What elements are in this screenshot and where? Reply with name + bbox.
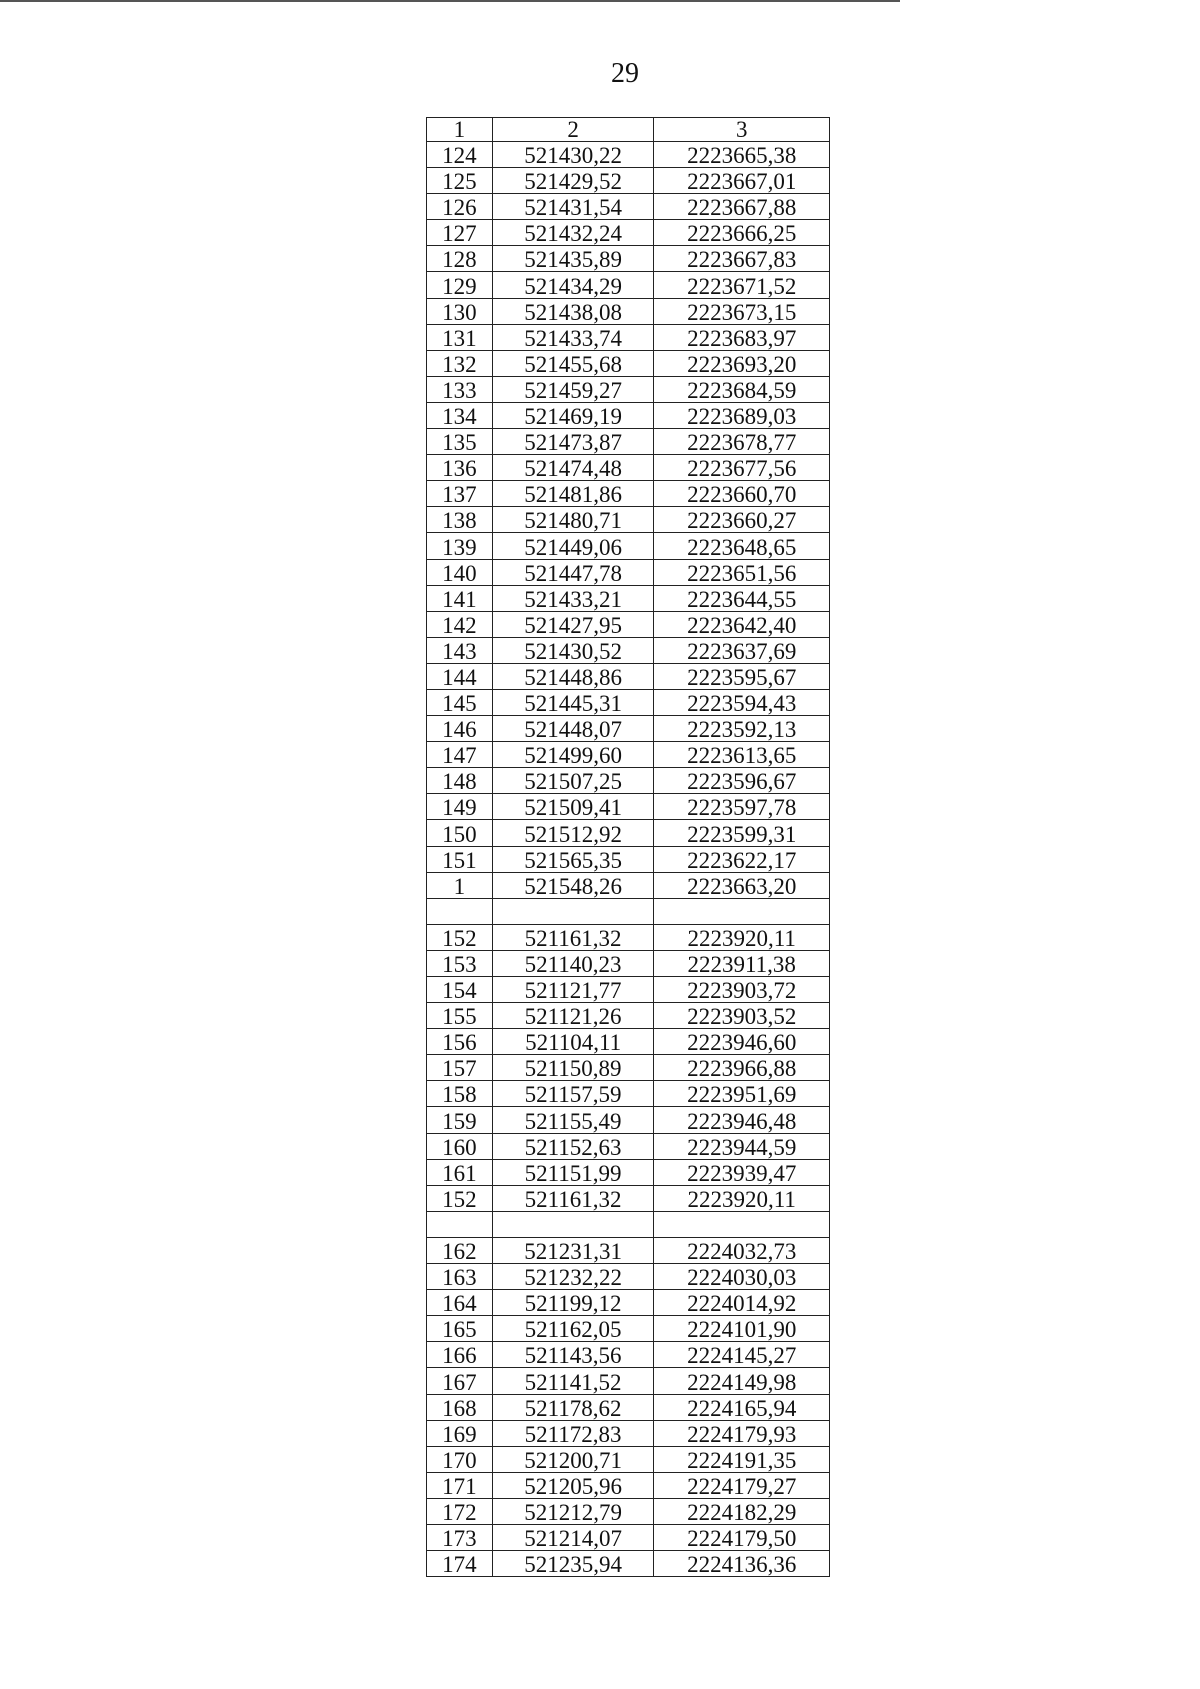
point-number-cell: 137 bbox=[427, 481, 493, 507]
x-coordinate-cell: 521430,52 bbox=[492, 637, 654, 663]
point-number-cell: 149 bbox=[427, 794, 493, 820]
header-cell-point: 1 bbox=[427, 118, 493, 142]
table-row bbox=[427, 1185, 830, 1211]
y-coordinate-cell: 2223684,59 bbox=[654, 376, 830, 402]
y-coordinate-cell: 2224101,90 bbox=[654, 1316, 830, 1342]
point-number-cell: 156 bbox=[427, 1029, 493, 1055]
x-coordinate-cell: 521447,78 bbox=[492, 559, 654, 585]
point-number-cell: 140 bbox=[427, 559, 493, 585]
x-coordinate-cell: 521445,31 bbox=[492, 689, 654, 715]
x-coordinate-cell: 521481,86 bbox=[492, 481, 654, 507]
x-coordinate-cell: 521150,89 bbox=[492, 1055, 654, 1081]
point-number-cell: 160 bbox=[427, 1133, 493, 1159]
table-row bbox=[427, 1237, 830, 1263]
table-row bbox=[427, 742, 830, 768]
point-number-cell: 130 bbox=[427, 298, 493, 324]
point-number-cell: 164 bbox=[427, 1290, 493, 1316]
point-number-cell: 161 bbox=[427, 1159, 493, 1185]
y-coordinate-cell: 2223677,56 bbox=[654, 455, 830, 481]
table-row bbox=[427, 272, 830, 298]
y-coordinate-cell: 2224030,03 bbox=[654, 1264, 830, 1290]
x-coordinate-cell: 521162,05 bbox=[492, 1316, 654, 1342]
table-row bbox=[427, 1420, 830, 1446]
point-number-cell: 163 bbox=[427, 1264, 493, 1290]
point-number-cell: 132 bbox=[427, 350, 493, 376]
point-number-cell: 126 bbox=[427, 194, 493, 220]
y-coordinate-cell: 2223595,67 bbox=[654, 663, 830, 689]
table-separator-row bbox=[427, 1211, 830, 1237]
table-row bbox=[427, 768, 830, 794]
x-coordinate-cell: 521178,62 bbox=[492, 1394, 654, 1420]
point-number-cell: 174 bbox=[427, 1551, 493, 1577]
table-row bbox=[427, 977, 830, 1003]
x-coordinate-cell: 521141,52 bbox=[492, 1368, 654, 1394]
point-number-cell: 159 bbox=[427, 1107, 493, 1133]
table-row bbox=[427, 455, 830, 481]
y-coordinate-cell: 2223946,48 bbox=[654, 1107, 830, 1133]
x-coordinate-cell: 521469,19 bbox=[492, 402, 654, 428]
table-row bbox=[427, 1107, 830, 1133]
x-coordinate-cell: 521473,87 bbox=[492, 429, 654, 455]
table-row bbox=[427, 1394, 830, 1420]
table-row bbox=[427, 1368, 830, 1394]
table-row bbox=[427, 1446, 830, 1472]
x-coordinate-cell: 521200,71 bbox=[492, 1446, 654, 1472]
table-row bbox=[427, 924, 830, 950]
table-row bbox=[427, 1290, 830, 1316]
table-row bbox=[427, 1264, 830, 1290]
x-coordinate-cell: 521151,99 bbox=[492, 1159, 654, 1185]
table-row bbox=[427, 1029, 830, 1055]
y-coordinate-cell: 2223660,70 bbox=[654, 481, 830, 507]
table-row bbox=[427, 402, 830, 428]
table-row bbox=[427, 1133, 830, 1159]
table-row bbox=[427, 663, 830, 689]
point-number-cell: 131 bbox=[427, 324, 493, 350]
x-coordinate-cell: 521214,07 bbox=[492, 1524, 654, 1550]
table-row bbox=[427, 429, 830, 455]
x-coordinate-cell: 521448,07 bbox=[492, 716, 654, 742]
x-coordinate-cell: 521512,92 bbox=[492, 820, 654, 846]
point-number-cell: 135 bbox=[427, 429, 493, 455]
point-number-cell: 150 bbox=[427, 820, 493, 846]
table-row bbox=[427, 507, 830, 533]
point-number-cell: 151 bbox=[427, 846, 493, 872]
table-row bbox=[427, 716, 830, 742]
scan-edge-line bbox=[0, 0, 900, 2]
point-number-cell: 138 bbox=[427, 507, 493, 533]
table-row bbox=[427, 950, 830, 976]
y-coordinate-cell: 2223592,13 bbox=[654, 716, 830, 742]
table-row bbox=[427, 794, 830, 820]
y-coordinate-cell: 2224014,92 bbox=[654, 1290, 830, 1316]
point-number-cell: 129 bbox=[427, 272, 493, 298]
x-coordinate-cell: 521212,79 bbox=[492, 1498, 654, 1524]
point-number-cell bbox=[427, 1211, 493, 1237]
point-number-cell: 133 bbox=[427, 376, 493, 402]
point-number-cell: 171 bbox=[427, 1472, 493, 1498]
table-row bbox=[427, 1342, 830, 1368]
y-coordinate-cell: 2224136,36 bbox=[654, 1551, 830, 1577]
table-row bbox=[427, 220, 830, 246]
point-number-cell: 157 bbox=[427, 1055, 493, 1081]
x-coordinate-cell: 521199,12 bbox=[492, 1290, 654, 1316]
y-coordinate-cell: 2223920,11 bbox=[654, 924, 830, 950]
point-number-cell: 162 bbox=[427, 1237, 493, 1263]
y-coordinate-cell: 2224191,35 bbox=[654, 1446, 830, 1472]
x-coordinate-cell: 521474,48 bbox=[492, 455, 654, 481]
y-coordinate-cell: 2223642,40 bbox=[654, 611, 830, 637]
table-row bbox=[427, 194, 830, 220]
y-coordinate-cell: 2223667,88 bbox=[654, 194, 830, 220]
table-row bbox=[427, 246, 830, 272]
point-number-cell: 165 bbox=[427, 1316, 493, 1342]
x-coordinate-cell: 521432,24 bbox=[492, 220, 654, 246]
point-number-cell: 124 bbox=[427, 142, 493, 168]
table-row bbox=[427, 1472, 830, 1498]
x-coordinate-cell: 521499,60 bbox=[492, 742, 654, 768]
y-coordinate-cell: 2223599,31 bbox=[654, 820, 830, 846]
point-number-cell: 134 bbox=[427, 402, 493, 428]
point-number-cell: 153 bbox=[427, 950, 493, 976]
x-coordinate-cell: 521143,56 bbox=[492, 1342, 654, 1368]
x-coordinate-cell: 521459,27 bbox=[492, 376, 654, 402]
x-coordinate-cell: 521140,23 bbox=[492, 950, 654, 976]
table-row bbox=[427, 481, 830, 507]
point-number-cell: 169 bbox=[427, 1420, 493, 1446]
x-coordinate-cell: 521429,52 bbox=[492, 168, 654, 194]
y-coordinate-cell: 2223648,65 bbox=[654, 533, 830, 559]
y-coordinate-cell: 2224145,27 bbox=[654, 1342, 830, 1368]
y-coordinate-cell: 2223689,03 bbox=[654, 402, 830, 428]
point-number-cell: 154 bbox=[427, 977, 493, 1003]
x-coordinate-cell: 521433,74 bbox=[492, 324, 654, 350]
y-coordinate-cell: 2223678,77 bbox=[654, 429, 830, 455]
table-header-row bbox=[427, 118, 830, 142]
point-number-cell: 146 bbox=[427, 716, 493, 742]
y-coordinate-cell: 2223683,97 bbox=[654, 324, 830, 350]
table-row bbox=[427, 559, 830, 585]
y-coordinate-cell: 2224182,29 bbox=[654, 1498, 830, 1524]
y-coordinate-cell: 2223597,78 bbox=[654, 794, 830, 820]
x-coordinate-cell: 521157,59 bbox=[492, 1081, 654, 1107]
y-coordinate-cell: 2223671,52 bbox=[654, 272, 830, 298]
y-coordinate-cell: 2223966,88 bbox=[654, 1055, 830, 1081]
table-row bbox=[427, 1055, 830, 1081]
y-coordinate-cell: 2223644,55 bbox=[654, 585, 830, 611]
x-coordinate-cell: 521121,77 bbox=[492, 977, 654, 1003]
x-coordinate-cell: 521448,86 bbox=[492, 663, 654, 689]
y-coordinate-cell: 2223920,11 bbox=[654, 1185, 830, 1211]
x-coordinate-cell: 521548,26 bbox=[492, 872, 654, 898]
table-row bbox=[427, 637, 830, 663]
x-coordinate-cell: 521152,63 bbox=[492, 1133, 654, 1159]
y-coordinate-cell: 2223667,01 bbox=[654, 168, 830, 194]
x-coordinate-cell: 521565,35 bbox=[492, 846, 654, 872]
x-coordinate-cell: 521449,06 bbox=[492, 533, 654, 559]
point-number-cell: 155 bbox=[427, 1003, 493, 1029]
x-coordinate-cell: 521431,54 bbox=[492, 194, 654, 220]
point-number-cell: 136 bbox=[427, 455, 493, 481]
x-coordinate-cell: 521509,41 bbox=[492, 794, 654, 820]
table-row bbox=[427, 533, 830, 559]
point-number-cell: 141 bbox=[427, 585, 493, 611]
x-coordinate-cell bbox=[492, 1211, 654, 1237]
x-coordinate-cell: 521434,29 bbox=[492, 272, 654, 298]
y-coordinate-cell bbox=[654, 898, 830, 924]
x-coordinate-cell: 521155,49 bbox=[492, 1107, 654, 1133]
table-row bbox=[427, 689, 830, 715]
y-coordinate-cell: 2223951,69 bbox=[654, 1081, 830, 1107]
point-number-cell: 142 bbox=[427, 611, 493, 637]
point-number-cell: 139 bbox=[427, 533, 493, 559]
x-coordinate-cell: 521121,26 bbox=[492, 1003, 654, 1029]
header-cell-y: 3 bbox=[654, 118, 830, 142]
y-coordinate-cell: 2223944,59 bbox=[654, 1133, 830, 1159]
table-row bbox=[427, 585, 830, 611]
coordinates-table-body bbox=[427, 118, 830, 1577]
y-coordinate-cell: 2224149,98 bbox=[654, 1368, 830, 1394]
table-row bbox=[427, 1551, 830, 1577]
point-number-cell: 125 bbox=[427, 168, 493, 194]
table-row bbox=[427, 1159, 830, 1185]
x-coordinate-cell: 521205,96 bbox=[492, 1472, 654, 1498]
x-coordinate-cell: 521455,68 bbox=[492, 350, 654, 376]
y-coordinate-cell: 2223663,20 bbox=[654, 872, 830, 898]
x-coordinate-cell: 521161,32 bbox=[492, 924, 654, 950]
table-row bbox=[427, 846, 830, 872]
table-row bbox=[427, 872, 830, 898]
y-coordinate-cell: 2223946,60 bbox=[654, 1029, 830, 1055]
point-number-cell: 172 bbox=[427, 1498, 493, 1524]
y-coordinate-cell: 2223637,69 bbox=[654, 637, 830, 663]
table-row bbox=[427, 1498, 830, 1524]
y-coordinate-cell: 2224179,50 bbox=[654, 1524, 830, 1550]
point-number-cell: 173 bbox=[427, 1524, 493, 1550]
point-number-cell: 152 bbox=[427, 1185, 493, 1211]
table-row bbox=[427, 168, 830, 194]
table-row bbox=[427, 376, 830, 402]
point-number-cell: 167 bbox=[427, 1368, 493, 1394]
table-row bbox=[427, 298, 830, 324]
x-coordinate-cell: 521438,08 bbox=[492, 298, 654, 324]
y-coordinate-cell: 2223666,25 bbox=[654, 220, 830, 246]
y-coordinate-cell: 2223651,56 bbox=[654, 559, 830, 585]
y-coordinate-cell bbox=[654, 1211, 830, 1237]
y-coordinate-cell: 2223594,43 bbox=[654, 689, 830, 715]
y-coordinate-cell: 2223693,20 bbox=[654, 350, 830, 376]
x-coordinate-cell: 521427,95 bbox=[492, 611, 654, 637]
table-row bbox=[427, 1081, 830, 1107]
point-number-cell: 144 bbox=[427, 663, 493, 689]
table-row bbox=[427, 611, 830, 637]
x-coordinate-cell: 521161,32 bbox=[492, 1185, 654, 1211]
y-coordinate-cell: 2224165,94 bbox=[654, 1394, 830, 1420]
point-number-cell: 168 bbox=[427, 1394, 493, 1420]
table-row bbox=[427, 324, 830, 350]
x-coordinate-cell: 521172,83 bbox=[492, 1420, 654, 1446]
y-coordinate-cell: 2223903,52 bbox=[654, 1003, 830, 1029]
table-row bbox=[427, 350, 830, 376]
point-number-cell: 145 bbox=[427, 689, 493, 715]
page-number: 29 bbox=[611, 58, 639, 89]
table-row bbox=[427, 142, 830, 168]
y-coordinate-cell: 2223596,67 bbox=[654, 768, 830, 794]
table-row bbox=[427, 820, 830, 846]
table-row bbox=[427, 1316, 830, 1342]
x-coordinate-cell: 521104,11 bbox=[492, 1029, 654, 1055]
x-coordinate-cell: 521433,21 bbox=[492, 585, 654, 611]
y-coordinate-cell: 2223660,27 bbox=[654, 507, 830, 533]
y-coordinate-cell: 2223911,38 bbox=[654, 950, 830, 976]
x-coordinate-cell: 521507,25 bbox=[492, 768, 654, 794]
y-coordinate-cell: 2223665,38 bbox=[654, 142, 830, 168]
x-coordinate-cell: 521235,94 bbox=[492, 1551, 654, 1577]
point-number-cell: 147 bbox=[427, 742, 493, 768]
point-number-cell bbox=[427, 898, 493, 924]
coordinates-table bbox=[426, 117, 830, 1577]
y-coordinate-cell: 2224179,93 bbox=[654, 1420, 830, 1446]
point-number-cell: 127 bbox=[427, 220, 493, 246]
x-coordinate-cell: 521232,22 bbox=[492, 1264, 654, 1290]
point-number-cell: 152 bbox=[427, 924, 493, 950]
x-coordinate-cell: 521480,71 bbox=[492, 507, 654, 533]
y-coordinate-cell: 2223667,83 bbox=[654, 246, 830, 272]
point-number-cell: 166 bbox=[427, 1342, 493, 1368]
y-coordinate-cell: 2223622,17 bbox=[654, 846, 830, 872]
table-separator-row bbox=[427, 898, 830, 924]
x-coordinate-cell: 521435,89 bbox=[492, 246, 654, 272]
y-coordinate-cell: 2223939,47 bbox=[654, 1159, 830, 1185]
point-number-cell: 1 bbox=[427, 872, 493, 898]
x-coordinate-cell bbox=[492, 898, 654, 924]
x-coordinate-cell: 521430,22 bbox=[492, 142, 654, 168]
y-coordinate-cell: 2224179,27 bbox=[654, 1472, 830, 1498]
table-row bbox=[427, 1524, 830, 1550]
table-row bbox=[427, 1003, 830, 1029]
y-coordinate-cell: 2223613,65 bbox=[654, 742, 830, 768]
x-coordinate-cell: 521231,31 bbox=[492, 1237, 654, 1263]
y-coordinate-cell: 2223673,15 bbox=[654, 298, 830, 324]
point-number-cell: 148 bbox=[427, 768, 493, 794]
point-number-cell: 128 bbox=[427, 246, 493, 272]
header-cell-x: 2 bbox=[492, 118, 654, 142]
y-coordinate-cell: 2223903,72 bbox=[654, 977, 830, 1003]
point-number-cell: 170 bbox=[427, 1446, 493, 1472]
point-number-cell: 158 bbox=[427, 1081, 493, 1107]
point-number-cell: 143 bbox=[427, 637, 493, 663]
y-coordinate-cell: 2224032,73 bbox=[654, 1237, 830, 1263]
